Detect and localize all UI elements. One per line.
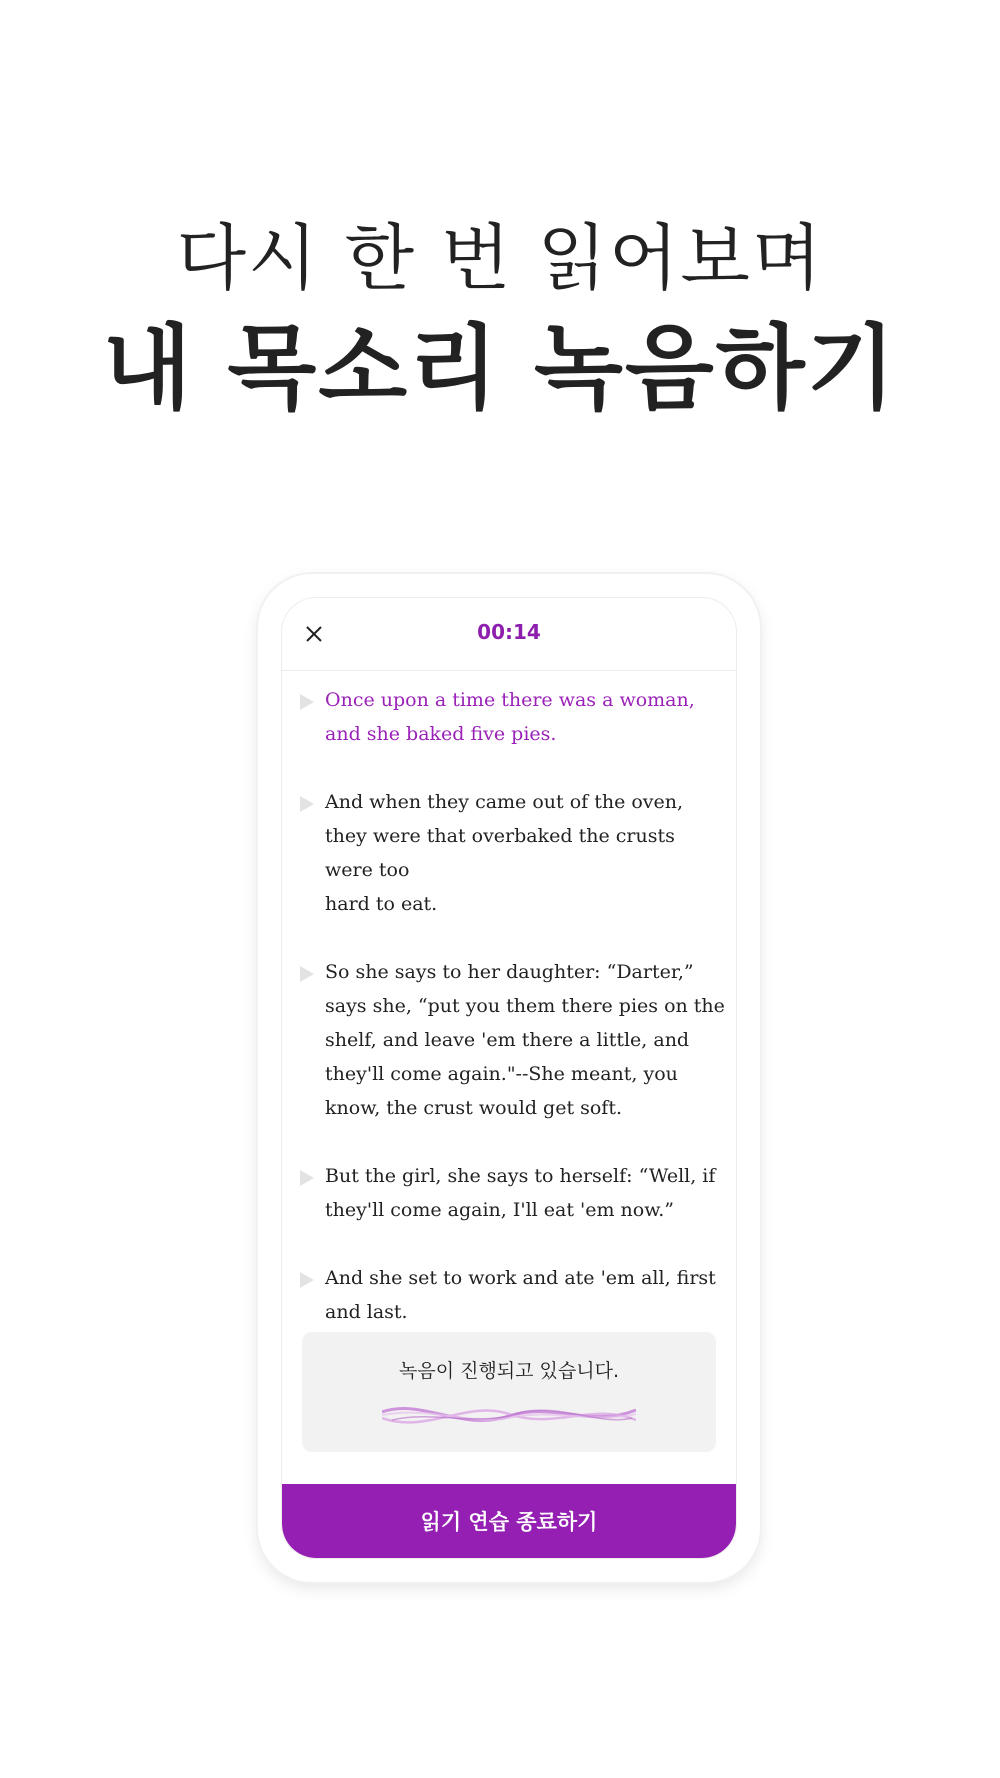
play-icon[interactable] (300, 796, 314, 812)
recording-status-panel (302, 1332, 716, 1452)
recording-status-text: 녹음이 진행되고 있습니다. (398, 1360, 619, 1382)
play-icon[interactable] (300, 1272, 314, 1288)
reading-text-area[interactable] (282, 671, 736, 1321)
paragraph-text: But the girl, she says to herself: “Well, if they'll come again, I'll eat 'em now.” (325, 1165, 716, 1221)
paragraph-text: So she says to her daughter: “Darter,” says she, “put you them there pies on the shelf, and leave 'em there a little, and they'll come again."--She meant, you know, the crust would get soft. (325, 961, 725, 1119)
headline-line-2: 내 목소리 녹음하기 (102, 315, 898, 422)
top-bar (282, 598, 736, 671)
play-icon[interactable] (300, 694, 314, 710)
play-icon[interactable] (300, 966, 314, 982)
paragraph-text: And when they came out of the oven, they were that overbaked the crusts were too hard to eat. (325, 791, 684, 915)
phone-mockup (258, 574, 760, 1582)
headline-line-1: 다시 한 번 읽어보며 (176, 216, 824, 300)
recording-timer: 00:14 (477, 620, 541, 644)
paragraph-text: Once upon a time there was a woman, and she baked five pies. (325, 689, 695, 745)
waveform-icon (382, 1398, 636, 1434)
paragraph-text: And she set to work and ate 'em all, first and last. (325, 1267, 716, 1321)
app-screen (282, 598, 736, 1558)
play-icon[interactable] (300, 1170, 314, 1186)
finish-practice-button[interactable]: 읽기 연습 종료하기 (282, 1484, 736, 1558)
